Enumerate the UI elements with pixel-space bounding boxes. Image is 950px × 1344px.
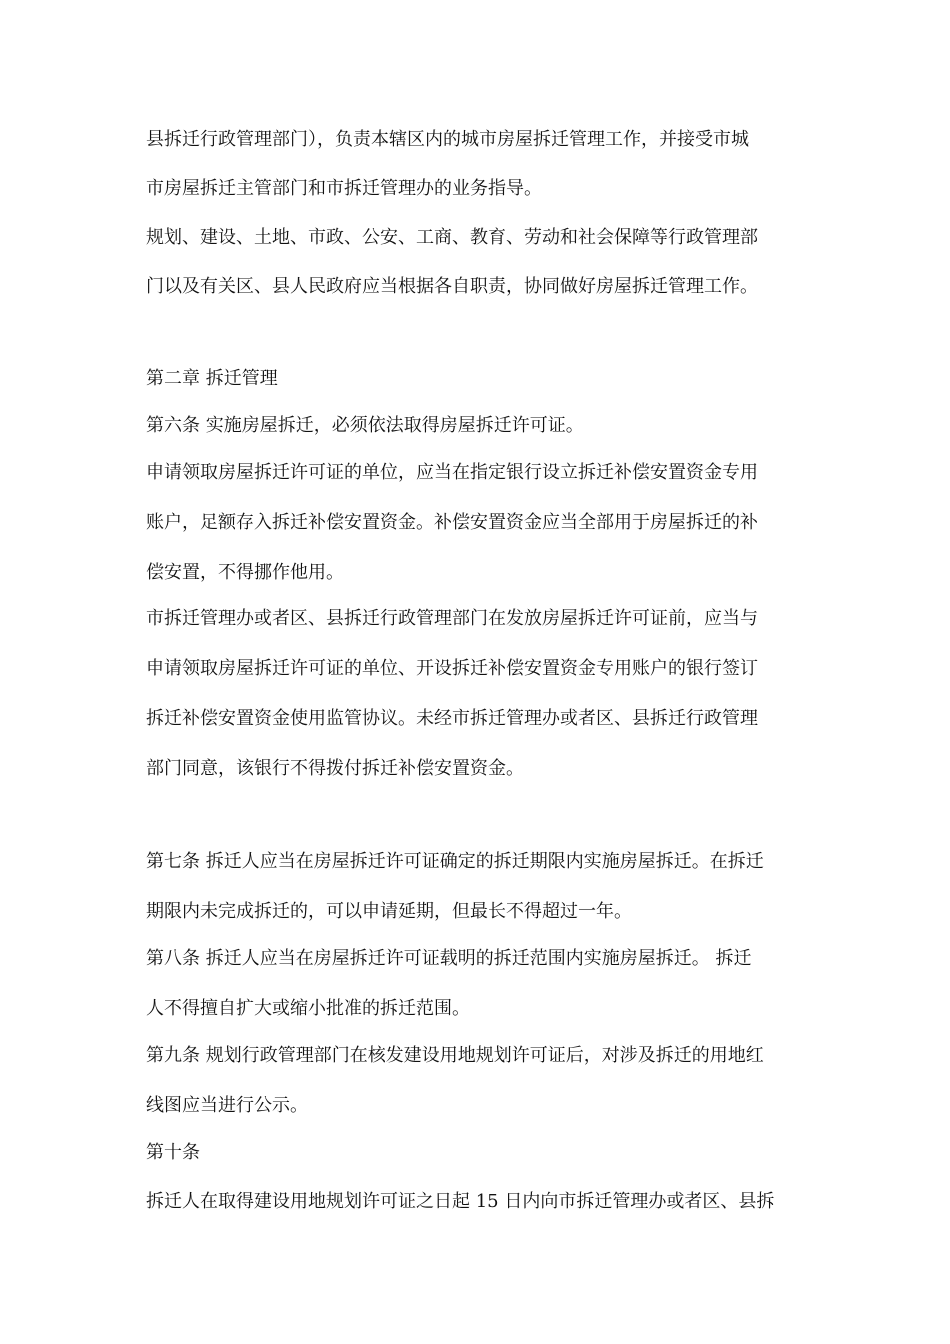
article-line: 第六条 实施房屋拆迁，必须依法取得房屋拆迁许可证。 bbox=[146, 415, 584, 436]
paragraph-line: 账户，足额存入拆迁补偿安置资金。补偿安置资金应当全部用于房屋拆迁的补 bbox=[146, 512, 758, 533]
paragraph-line: 期限内未完成拆迁的，可以申请延期，但最长不得超过一年。 bbox=[146, 901, 632, 922]
paragraph-line: 偿安置，不得挪作他用。 bbox=[146, 562, 344, 583]
paragraph-line: 规划、建设、土地、市政、公安、工商、教育、劳动和社会保障等行政管理部 bbox=[146, 227, 758, 248]
paragraph-line: 市房屋拆迁主管部门和市拆迁管理办的业务指导。 bbox=[146, 178, 542, 199]
paragraph-line: 线图应当进行公示。 bbox=[146, 1095, 308, 1116]
article-line: 第八条 拆迁人应当在房屋拆迁许可证载明的拆迁范围内实施房屋拆迁。 拆迁 bbox=[146, 948, 752, 969]
article-line: 第七条 拆迁人应当在房屋拆迁许可证确定的拆迁期限内实施房屋拆迁。在拆迁 bbox=[146, 851, 764, 872]
paragraph-line: 部门同意，该银行不得拨付拆迁补偿安置资金。 bbox=[146, 758, 524, 779]
paragraph-line: 人不得擅自扩大或缩小批准的拆迁范围。 bbox=[146, 998, 470, 1019]
paragraph-line: 申请领取房屋拆迁许可证的单位、开设拆迁补偿安置资金专用账户的银行签订 bbox=[146, 658, 758, 679]
paragraph-line: 市拆迁管理办或者区、县拆迁行政管理部门在发放房屋拆迁许可证前，应当与 bbox=[146, 608, 758, 629]
paragraph-line: 拆迁人在取得建设用地规划许可证之日起 15 日内向市拆迁管理办或者区、县拆 bbox=[146, 1191, 775, 1212]
chapter-heading: 第二章 拆迁管理 bbox=[146, 368, 278, 389]
paragraph-line: 县拆迁行政管理部门），负责本辖区内的城市房屋拆迁管理工作，并接受市城 bbox=[146, 129, 749, 150]
paragraph-line: 申请领取房屋拆迁许可证的单位，应当在指定银行设立拆迁补偿安置资金专用 bbox=[146, 462, 758, 483]
paragraph-line: 门以及有关区、县人民政府应当根据各自职责，协同做好房屋拆迁管理工作。 bbox=[146, 276, 758, 297]
article-line: 第九条 规划行政管理部门在核发建设用地规划许可证后，对涉及拆迁的用地红 bbox=[146, 1045, 764, 1066]
paragraph-line: 拆迁补偿安置资金使用监管协议。未经市拆迁管理办或者区、县拆迁行政管理 bbox=[146, 708, 758, 729]
article-line: 第十条 bbox=[146, 1142, 200, 1163]
